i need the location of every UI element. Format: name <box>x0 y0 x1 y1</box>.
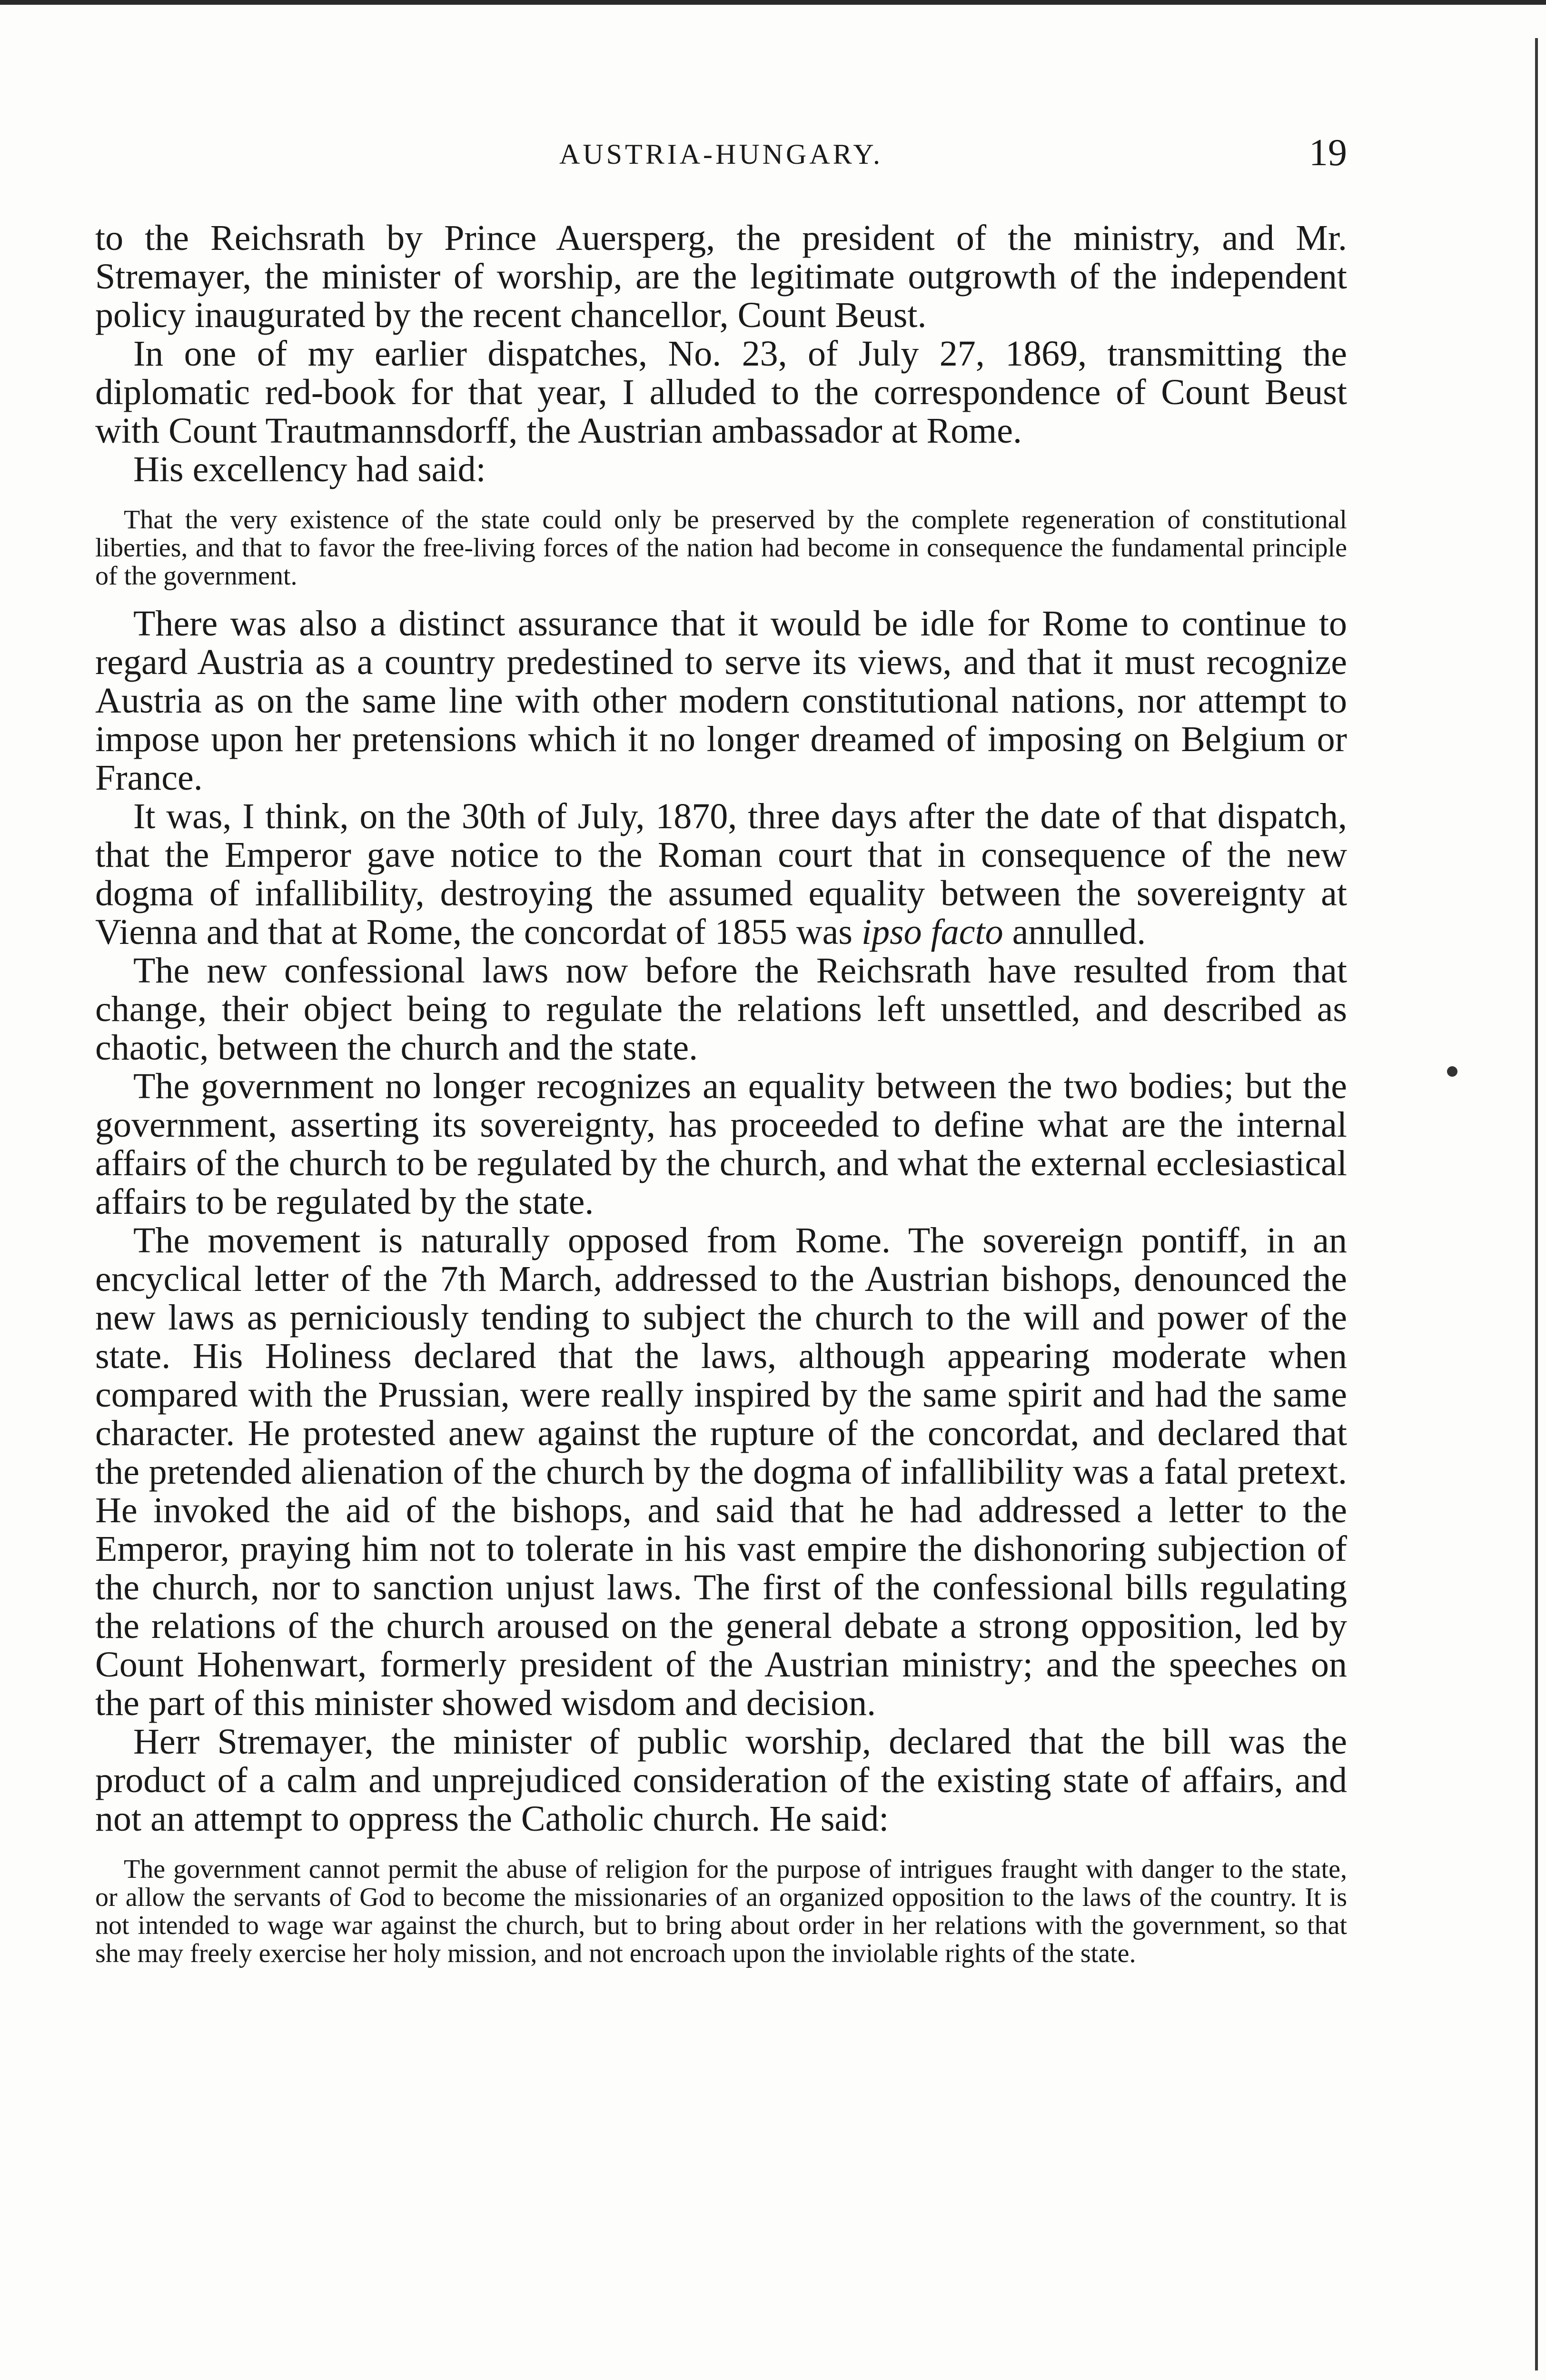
body-text <box>95 219 1347 1982</box>
margin-mark <box>1447 1066 1457 1077</box>
block-quote: The government cannot permit the abuse of religion for the purpose of intrigues fraught with danger to the state, or allow the servants of God to become the missionaries of an organized opposition to the laws of the country. It is not intended to wage war against the church, but to bring about order in her relations with the government, so that she may freely exercise her holy mission, and not encroach upon the inviolable rights of the state. <box>95 1854 1347 1968</box>
paragraph-text: annulled. <box>1003 912 1146 952</box>
page-right-edge <box>1535 38 1538 2370</box>
block-quote: That the very existence of the state could only be preserved by the complete regeneration of constitutional liberties, and that to favor the free-living forces of the nation had become in consequence the fundamental principle of the government. <box>95 505 1347 591</box>
italic-phrase: ipso facto <box>861 912 1003 952</box>
paragraph: to the Reichsrath by Prince Auersperg, the president of the ministry, and Mr. Stremayer, the minister of worship, are the legitimate outgrowth of the independent policy inaugurated by the recent chancellor, Count Beust. <box>95 218 1347 335</box>
paragraph: The movement is naturally opposed from Rome. The sovereign pontiff, in an encyclical letter of the 7th March, addressed to the Austrian bishops, denounced the new laws as perniciously tending to subject the church to the will and power of the state. His Holiness declared that the laws, although appearing moderate when compared with the Prussian, were really inspired by the same spirit and had the same character. He protested anew against the rupture of the concordat, and declared that the pretended alienation of the church by the dogma of infallibility was a fatal pretext. He invoked the aid of the bishops, and said that he had addressed a letter to the Emperor, praying him not to tolerate in his vast empire the dishonoring subjection of the church, nor to sanction unjust laws. The first of the confessional bills regulating the relations of the church aroused on the general debate a strong opposition, led by Count Hohenwart, formerly president of the Austrian ministry; and the speeches on the part of this minister showed wisdom and decision. <box>95 1220 1347 1723</box>
page-header <box>95 132 1347 186</box>
page-top-edge <box>0 0 1546 5</box>
paragraph: There was also a distinct assurance that it would be idle for Rome to continue to regard Austria as a country predestined to serve its views, and that it must recognize Austria as on the same line with other modern constitutional nations, nor attempt to impose upon her pretensions which it no longer dreamed of imposing on Belgium or France. <box>95 604 1347 798</box>
paragraph <box>95 797 1347 952</box>
page-number: 19 <box>1309 132 1347 174</box>
paragraph: The new confessional laws now before the Reichsrath have resulted from that change, their object being to regulate the relations left unsettled, and described as chaotic, between the church and the state. <box>95 951 1347 1068</box>
paragraph: The government no longer recognizes an equality between the two bodies; but the government, asserting its sovereignty, has proceeded to define what are the internal affairs of the church to be regulated by the church, and what the external ecclesiastical affairs to be regulated by the state. <box>95 1066 1347 1222</box>
paragraph: In one of my earlier dispatches, No. 23, of July 27, 1869, transmitting the diplomatic red-book for that year, I alluded to the correspondence of Count Beust with Count Trautmannsdorff, the Austrian ambassador at Rome. <box>95 334 1347 451</box>
running-head: AUSTRIA-HUNGARY. <box>559 139 883 170</box>
paragraph: His excellency had said: <box>133 449 486 489</box>
paragraph: Herr Stremayer, the minister of public worship, declared that the bill was the product of a calm and unprejudiced consideration of the existing state of affairs, and not an attempt to oppress the Catholic church. He said: <box>95 1722 1347 1839</box>
paragraph-text: It was, I think, on the 30th of July, 1870, three days after the date of that dispatch, that the Emperor gave notice to the Roman court that in consequence of the new dogma of infallibility, destroying the assumed equality between the sovereignty at Vienna and that at Rome, the concordat of 1855 was <box>95 796 1347 952</box>
